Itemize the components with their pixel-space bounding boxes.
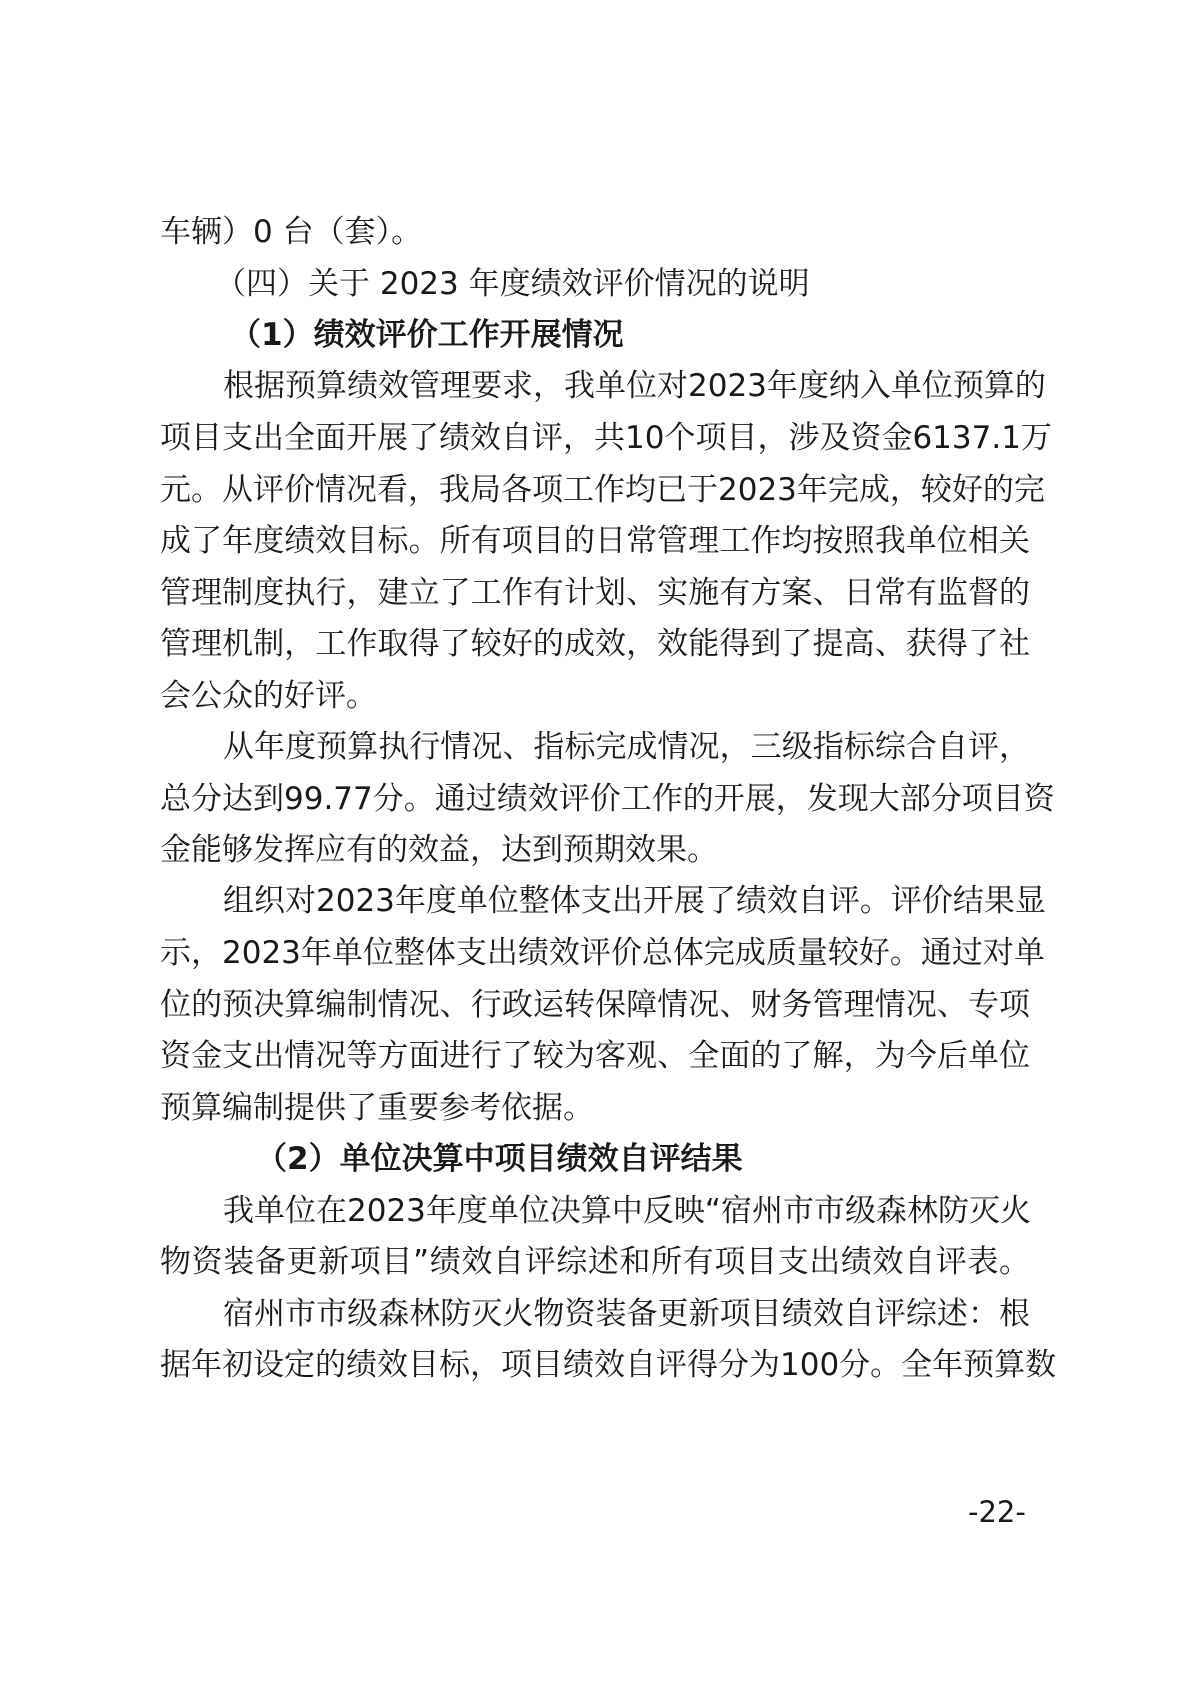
paragraph-line: 预算编制提供了重要参考依据。 xyxy=(160,1090,594,1126)
paragraph-line: 根据预算绩效管理要求，我单位对2023年度纳入单位预算的 xyxy=(223,368,1046,404)
paragraph-line: 我单位在2023年度单位决算中反映“宿州市市级森林防灭火 xyxy=(223,1193,1031,1229)
paragraph-line: 从年度预算执行情况、指标完成情况，三级指标综合自评， xyxy=(223,729,1030,765)
paragraph-line: 金能够发挥应有的效益，达到预期效果。 xyxy=(160,832,718,868)
paragraph-line: 示，2023年单位整体支出绩效评价总体完成质量较好。通过对单 xyxy=(160,935,1045,971)
paragraph-line: 成了年度绩效目标。所有项目的日常管理工作均按照我单位相关 xyxy=(160,523,1030,559)
section-heading: （四）关于 2023 年度绩效评价情况的说明 xyxy=(215,266,810,302)
paragraph-line: 位的预决算编制情况、行政运转保障情况、财务管理情况、专项 xyxy=(160,987,1030,1023)
subsection-heading: （1）绩效评价工作开展情况 xyxy=(230,317,624,353)
paragraph-line: 项目支出全面开展了绩效自评，共10个项目，涉及资金6137.1万 xyxy=(160,420,1052,456)
paragraph-line: 总分达到99.77分。通过绩效评价工作的开展，发现大部分项目资 xyxy=(160,781,1055,817)
paragraph-line: 宿州市市级森林防灭火物资装备更新项目绩效自评综述：根 xyxy=(223,1296,1030,1332)
paragraph-line: 管理机制，工作取得了较好的成效，效能得到了提高、获得了社 xyxy=(160,626,1030,662)
body-text-line: 车辆）0 台（套）。 xyxy=(160,214,423,250)
subsection-heading: （2）单位决算中项目绩效自评结果 xyxy=(256,1141,743,1177)
page-number: -22- xyxy=(968,1495,1026,1529)
paragraph-line: 据年初设定的绩效目标，项目绩效自评得分为100分。全年预算数 xyxy=(160,1347,1057,1383)
paragraph-line: 管理制度执行，建立了工作有计划、实施有方案、日常有监督的 xyxy=(160,575,1030,611)
paragraph-line: 物资装备更新项目”绩效自评综述和所有项目支出绩效自评表。 xyxy=(160,1244,1030,1280)
paragraph-line: 组织对2023年度单位整体支出开展了绩效自评。评价结果显 xyxy=(223,883,1046,919)
paragraph-line: 会公众的好评。 xyxy=(160,678,377,714)
paragraph-line: 元。从评价情况看，我局各项工作均已于2023年完成，较好的完 xyxy=(160,472,1045,508)
paragraph-line: 资金支出情况等方面进行了较为客观、全面的了解，为今后单位 xyxy=(160,1038,1030,1074)
